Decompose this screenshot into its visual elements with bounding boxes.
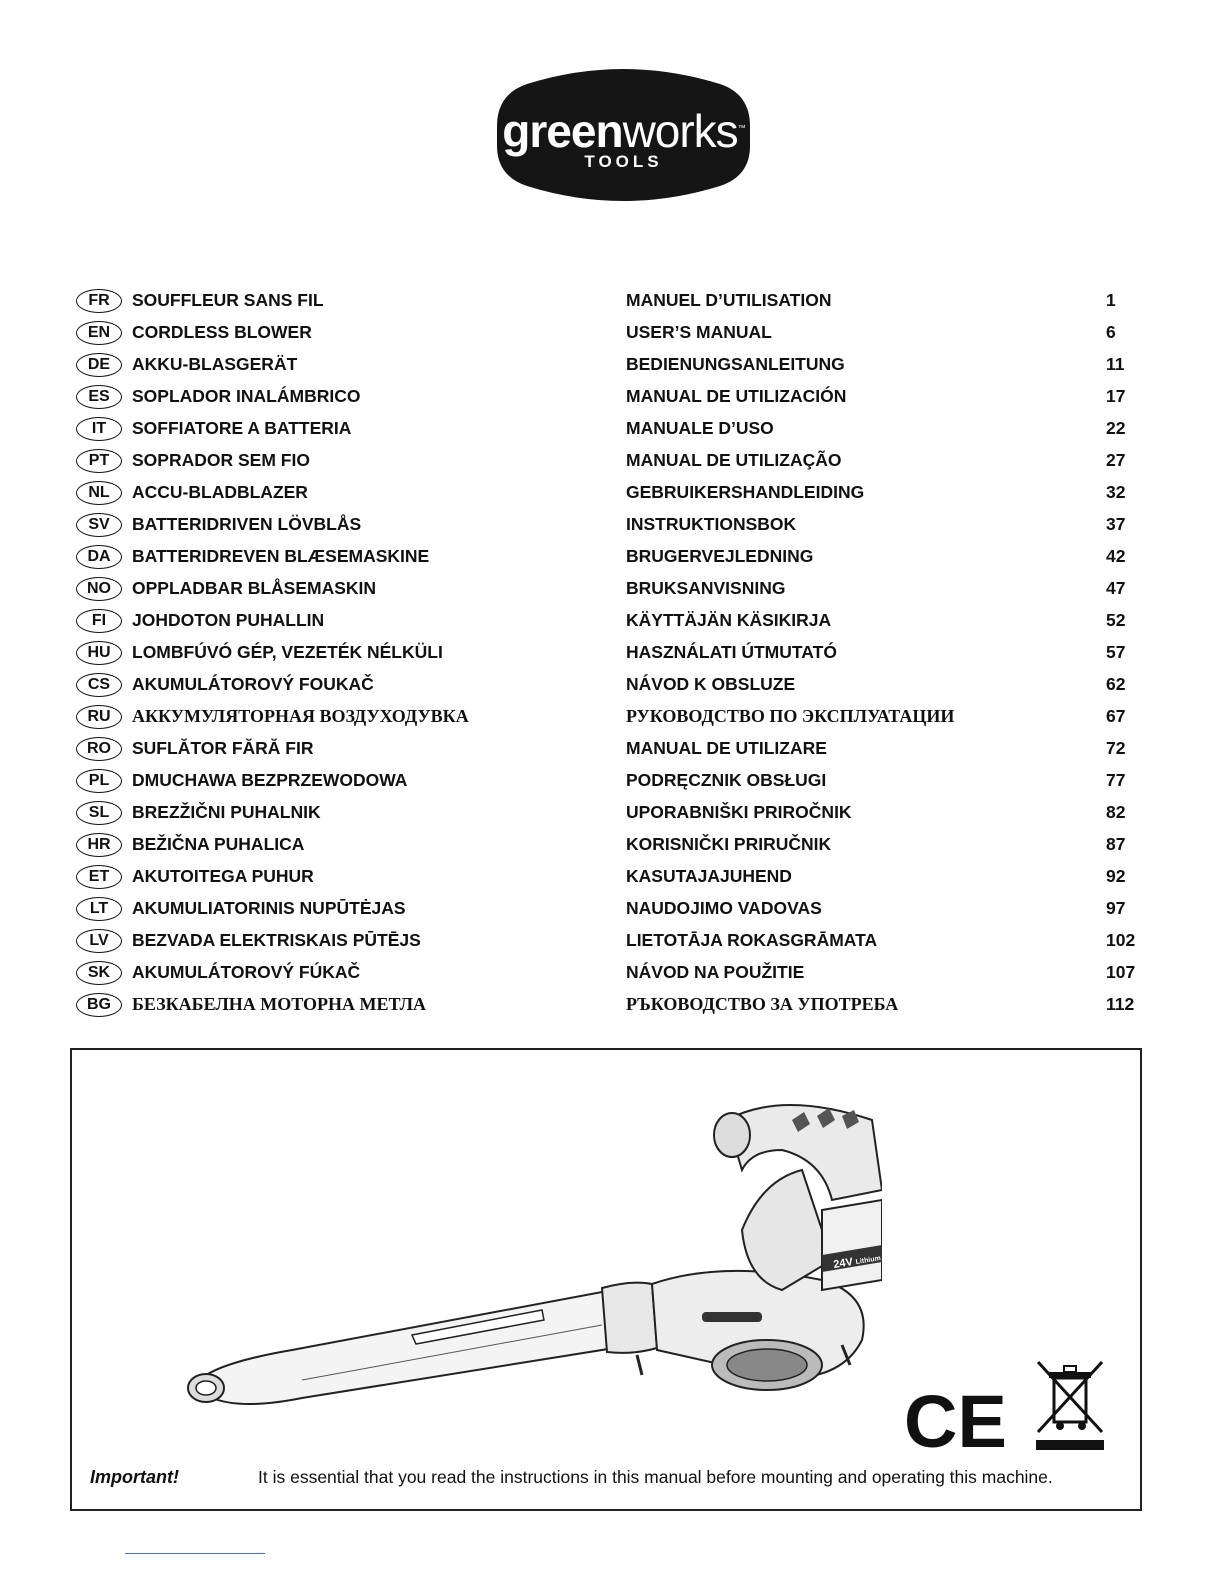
page-number: 17: [1106, 386, 1126, 406]
language-code-badge: NL: [76, 481, 122, 505]
language-row: [76, 735, 1156, 767]
product-name: AKUMULÁTOROVÝ FÚKAČ: [132, 962, 361, 982]
product-name: LOMBFÚVÓ GÉP, VEZETÉK NÉLKÜLI: [132, 642, 443, 662]
page-number: 47: [1106, 578, 1126, 598]
language-row: [76, 895, 1156, 927]
ce-mark: [904, 1385, 1004, 1455]
language-row: [76, 927, 1156, 959]
page-number: 42: [1106, 546, 1126, 566]
logo-tm: ™: [737, 123, 745, 133]
language-code-badge: HU: [76, 641, 122, 665]
important-label: Important!: [90, 1467, 179, 1487]
ce-mark-text: CE: [904, 1385, 1004, 1455]
language-row: [76, 671, 1156, 703]
manual-title: MANUAL DE UTILIZARE: [626, 738, 827, 758]
language-code-badge: SV: [76, 513, 122, 537]
manual-title: KASUTAJAJUHEND: [626, 866, 792, 886]
manual-title: PODRĘCZNIK OBSŁUGI: [626, 770, 827, 790]
page-number: 102: [1106, 930, 1136, 950]
manual-title: MANUEL D’UTILISATION: [626, 290, 832, 310]
page-number: 72: [1106, 738, 1126, 758]
language-code-badge: LV: [76, 929, 122, 953]
product-name: AKKU-BLASGERÄT: [132, 354, 298, 374]
battery-label: 24V: [832, 1256, 854, 1271]
footer-rule: [125, 1553, 265, 1554]
language-row: [76, 607, 1156, 639]
product-name: BATTERIDREVEN BLÆSEMASKINE: [132, 546, 430, 566]
page-number: 97: [1106, 898, 1126, 918]
language-code-badge: LT: [76, 897, 122, 921]
battery-label-lithium: Lithium: [855, 1255, 882, 1266]
page-number: 6: [1106, 322, 1116, 342]
language-code-badge: PT: [76, 449, 122, 473]
language-row: [76, 863, 1156, 895]
manual-title: NÁVOD NA POUŽITIE: [626, 962, 805, 982]
manual-title: MANUAL DE UTILIZAÇÃO: [626, 450, 842, 470]
language-row: [76, 351, 1156, 383]
language-code-badge: EN: [76, 321, 122, 345]
product-name: BEŽIČNA PUHALICA: [132, 834, 305, 854]
page-number: 92: [1106, 866, 1126, 886]
logo-word-light: works: [622, 105, 738, 157]
language-index: [76, 287, 1156, 1023]
language-row: [76, 959, 1156, 991]
language-row: [76, 479, 1156, 511]
product-name: SOPLADOR INALÁMBRICO: [132, 386, 361, 406]
product-name: SOPRADOR SEM FIO: [132, 450, 310, 470]
language-row: [76, 447, 1156, 479]
manual-title: KÄYTTÄJÄN KÄSIKIRJA: [626, 610, 832, 630]
language-row: [76, 287, 1156, 319]
language-code-badge: FI: [76, 609, 122, 633]
blower-drawing: [182, 1080, 882, 1420]
product-name: OPPLADBAR BLÅSEMASKIN: [132, 578, 377, 598]
language-code-badge: RO: [76, 737, 122, 761]
page-number: 37: [1106, 514, 1126, 534]
manual-title: MANUAL DE UTILIZACIÓN: [626, 386, 847, 406]
logo-word-bold: green: [502, 105, 623, 157]
page-number: 112: [1106, 994, 1135, 1014]
language-code-badge: FR: [76, 289, 122, 313]
language-row: [76, 991, 1156, 1023]
language-code-badge: IT: [76, 417, 122, 441]
logo-subtitle: TOOLS: [584, 152, 663, 171]
product-name: БЕЗКАБЕЛНА МОТОРНА МЕТЛА: [132, 994, 427, 1014]
language-row: [76, 415, 1156, 447]
page-number: 1: [1106, 290, 1116, 310]
page-number: 62: [1106, 674, 1126, 694]
language-row: [76, 543, 1156, 575]
language-code-badge: DE: [76, 353, 122, 377]
manual-title: MANUALE D’USO: [626, 418, 774, 438]
manual-title: GEBRUIKERSHANDLEIDING: [626, 482, 865, 502]
manual-title: USER’S MANUAL: [626, 322, 772, 342]
page-number: 87: [1106, 834, 1126, 854]
page-number: 52: [1106, 610, 1126, 630]
manual-title: BRUGERVEJLEDNING: [626, 546, 814, 566]
manual-title: KORISNIČKI PRIRUČNIK: [626, 834, 832, 854]
language-row: [76, 767, 1156, 799]
greenworks-logo: [497, 66, 750, 203]
product-name: ACCU-BLADBLAZER: [132, 482, 308, 502]
language-code-badge: ET: [76, 865, 122, 889]
product-name: BEZVADA ELEKTRISKAIS PŪTĒJS: [132, 930, 421, 950]
product-name: AKUTOITEGA PUHUR: [132, 866, 314, 886]
language-code-badge: BG: [76, 993, 122, 1017]
product-name: CORDLESS BLOWER: [132, 322, 312, 342]
page-number: 32: [1106, 482, 1126, 502]
manual-title: INSTRUKTIONSBOK: [626, 514, 797, 534]
product-name: АККУМУЛЯТОРНАЯ ВОЗДУХОДУВКА: [132, 706, 469, 726]
page-number: 57: [1106, 642, 1126, 662]
product-name: AKUMULÁTOROVÝ FOUKAČ: [132, 674, 374, 694]
page-number: 11: [1106, 354, 1125, 374]
page-number: 82: [1106, 802, 1126, 822]
language-row: [76, 319, 1156, 351]
language-code-badge: RU: [76, 705, 122, 729]
language-row: [76, 799, 1156, 831]
product-name: JOHDOTON PUHALLIN: [132, 610, 325, 630]
language-code-badge: DA: [76, 545, 122, 569]
manual-title: РЪКОВОДСТВО ЗА УПОТРЕБА: [626, 994, 899, 1014]
logo-wordmark: [497, 104, 750, 158]
page-number: 107: [1106, 962, 1136, 982]
product-name: SOFFIATORE A BATTERIA: [132, 418, 352, 438]
page-number: 22: [1106, 418, 1126, 438]
language-row: [76, 383, 1156, 415]
manual-title: NAUDOJIMO VADOVAS: [626, 898, 822, 918]
manual-title: UPORABNIŠKI PRIROČNIK: [626, 802, 852, 822]
language-row: [76, 511, 1156, 543]
language-row: [76, 575, 1156, 607]
language-row: [76, 831, 1156, 863]
language-code-badge: PL: [76, 769, 122, 793]
weee-bin-icon: [1032, 1356, 1108, 1452]
language-code-badge: NO: [76, 577, 122, 601]
language-code-badge: ES: [76, 385, 122, 409]
manual-title: NÁVOD K OBSLUZE: [626, 674, 796, 694]
manual-title: BRUKSANVISNING: [626, 578, 786, 598]
product-name: AKUMULIATORINIS NUPŪTĖJAS: [132, 898, 406, 918]
blower-illustration: [182, 1080, 882, 1420]
language-code-badge: HR: [76, 833, 122, 857]
language-code-badge: SL: [76, 801, 122, 825]
product-name: SUFLĂTOR FĂRĂ FIR: [132, 738, 314, 758]
language-row: [76, 703, 1156, 735]
important-notice: It is essential that you read the instructions in this manual before mounting and operating this machine.: [258, 1467, 1053, 1487]
page-number: 27: [1106, 450, 1126, 470]
manual-title: LIETOTĀJA ROKASGRĀMATA: [626, 930, 878, 950]
product-name: BATTERIDRIVEN LÖVBLÅS: [132, 514, 362, 534]
page-number: 67: [1106, 706, 1126, 726]
manual-title: РУКОВОДСТВО ПО ЭКСПЛУАТАЦИИ: [626, 706, 955, 726]
product-name: DMUCHAWA BEZPRZEWODOWA: [132, 770, 408, 790]
product-illustration-box: [70, 1048, 1142, 1511]
product-name: BREZŽIČNI PUHALNIK: [132, 802, 321, 822]
language-code-badge: CS: [76, 673, 122, 697]
language-row: [76, 639, 1156, 671]
manual-title: BEDIENUNGSANLEITUNG: [626, 354, 845, 374]
language-code-badge: SK: [76, 961, 122, 985]
page-number: 77: [1106, 770, 1126, 790]
product-name: SOUFFLEUR SANS FIL: [132, 290, 324, 310]
manual-title: HASZNÁLATI ÚTMUTATÓ: [626, 642, 837, 662]
